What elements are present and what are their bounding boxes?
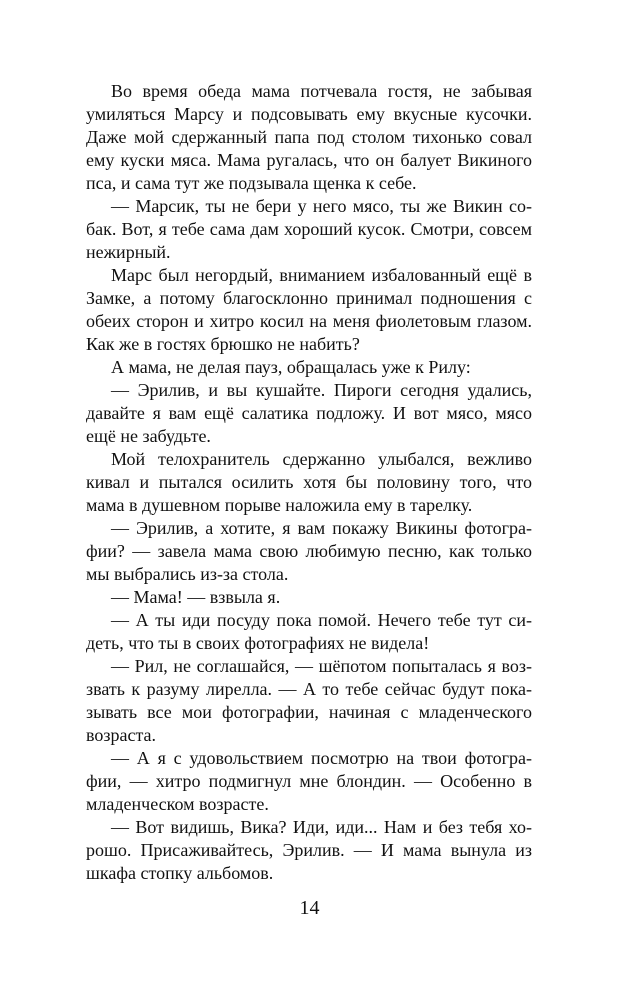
paragraph: — Мама! — взвыла я. <box>111 587 281 607</box>
page-text <box>86 80 532 885</box>
paragraph: Мой телохранитель сдержанно улыбался, вежливо кивал и пытался осилить хотя бы половину того, что мама в душевном порыве наложила ему в тарелку. <box>86 449 532 515</box>
paragraph: Во время обеда мама потчевала гостя, не забывая умиляться Марсу и подсовывать ему вкусные кусочки. Даже мой сдержанный папа под столом тихонько совал ему куски мяса. Мама ругалась, что он балует Викиного пса, и сама тут же подзывала щенка к себе. <box>86 81 532 193</box>
paragraph: — Эрилив, а хотите, я вам покажу Викины фотографии? — завела мама свою любимую песню, как только мы выбрались из-за стола. <box>86 518 532 584</box>
paragraph: Марс был негордый, вниманием избалованный ещё в Замке, а потому благосклонно принимал подношения с обеих сторон и хитро косил на меня фиолетовым глазом. Как же в гостях брюшко не набить? <box>86 265 532 354</box>
paragraph: — Марсик, ты не бери у него мясо, ты же Викин собак. Вот, я тебе сама дам хороший кусок. Смотри, совсем нежирный. <box>86 196 532 262</box>
paragraph: — А я с удовольствием посмотрю на твои фотографии, — хитро подмигнул мне блондин. — Особенно в младенческом возрасте. <box>86 748 532 814</box>
paragraph: — Эрилив, и вы кушайте. Пироги сегодня удались, давайте я вам ещё салатика подложу. И вот мясо, мясо ещё не забудьте. <box>86 380 532 446</box>
paragraph: — Вот видишь, Вика? Иди, иди... Нам и без тебя хорошо. Присаживайтесь, Эрилив. — И мама вынула из шкафа стопку альбомов. <box>86 817 532 883</box>
paragraph: А мама, не делая пауз, обращалась уже к Рилу: <box>111 357 471 377</box>
paragraph: — А ты иди посуду пока помой. Нечего тебе тут сидеть, что ты в своих фотографиях не видела! <box>86 610 532 653</box>
paragraph: — Рил, не соглашайся, — шёпотом попыталась я воззвать к разуму лирелла. — А то тебе сейчас будут показывать все мои фотографии, начиная с младенческого возраста. <box>86 656 532 745</box>
page-number: 14 <box>299 897 320 919</box>
